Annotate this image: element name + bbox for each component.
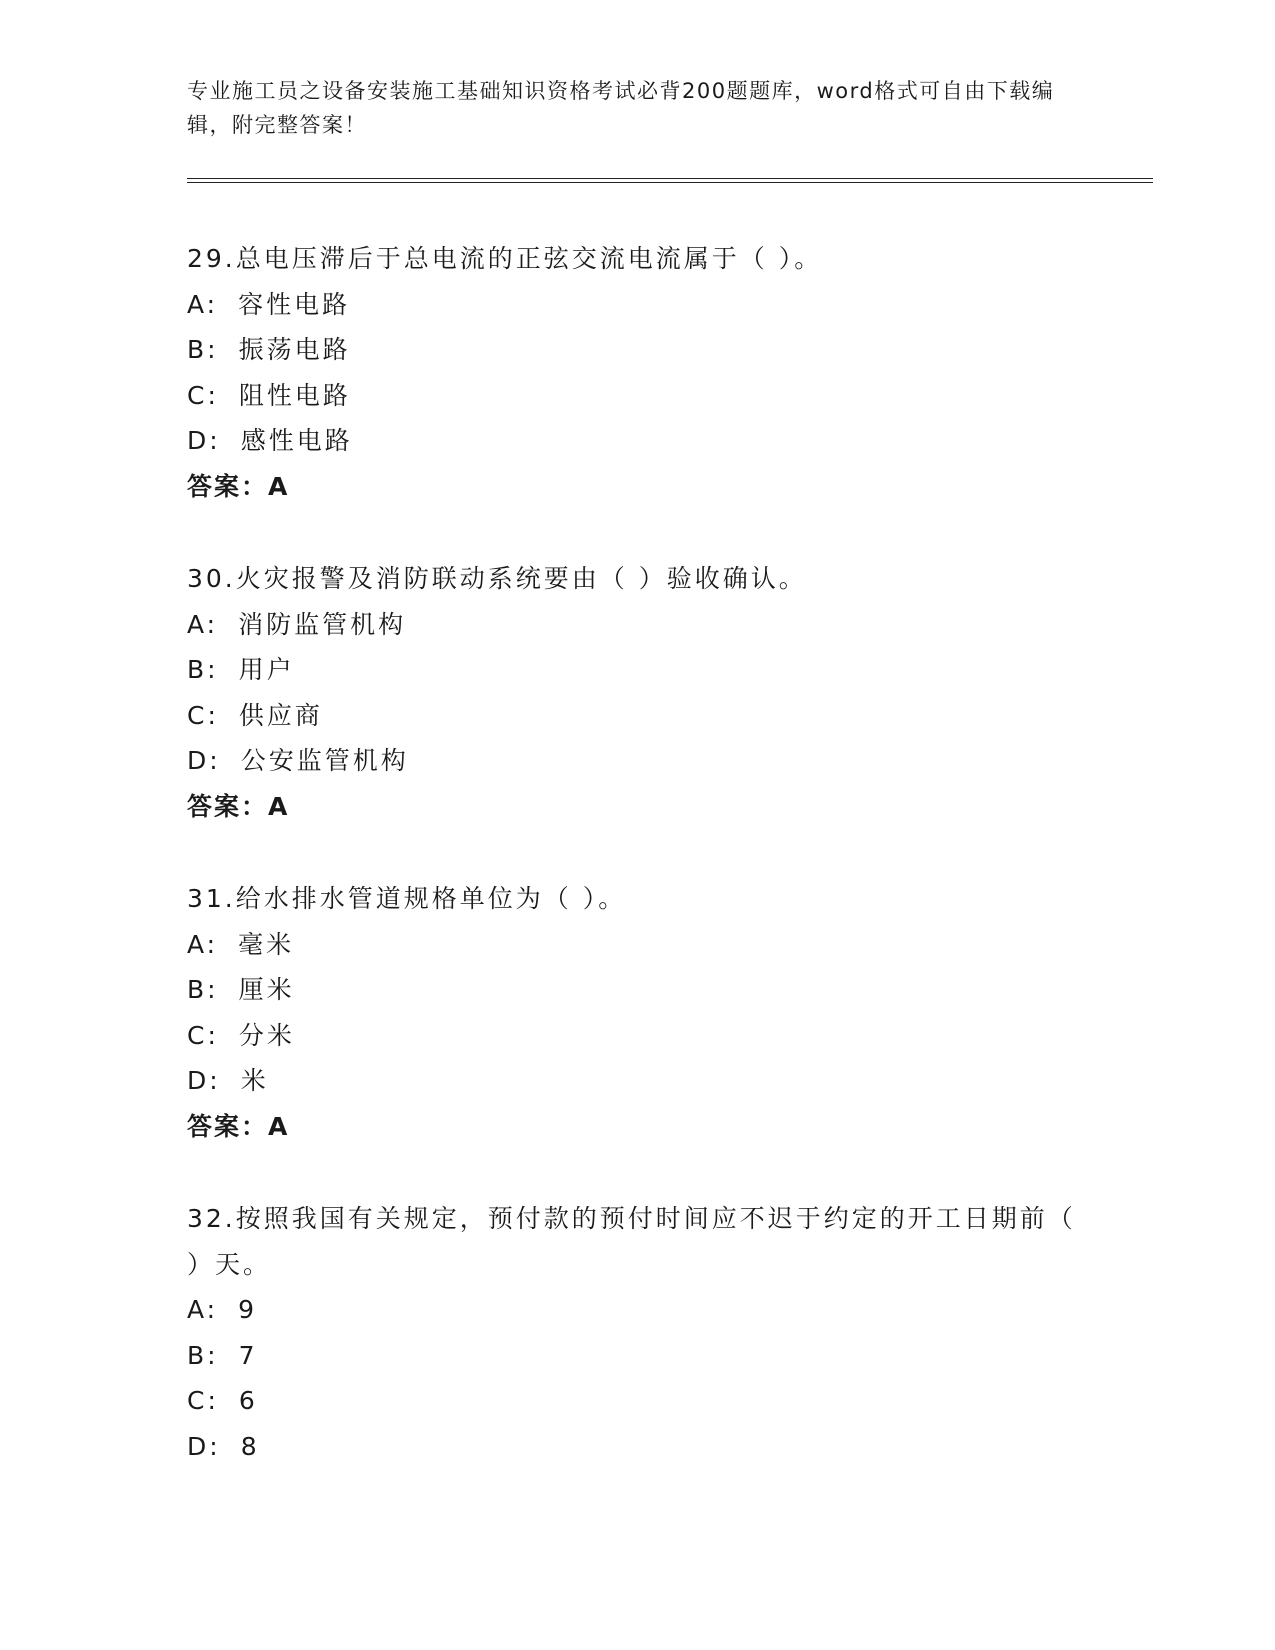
option-a: [187, 922, 1087, 968]
option-key: D:: [187, 1066, 221, 1095]
option-b: [187, 647, 1087, 693]
option-text: 毫米: [238, 929, 295, 959]
option-text: 消防监管机构: [238, 609, 407, 639]
option-d: [187, 1058, 1087, 1104]
option-a: [187, 602, 1087, 648]
option-key: A:: [187, 609, 219, 639]
question-30: [187, 556, 1087, 829]
question-text: 31.给水排水管道规格单位为（ ）。: [187, 884, 627, 913]
answer-line: 答案：A: [187, 471, 290, 501]
option-text: 感性电路: [240, 426, 353, 455]
question-text: 30.火灾报警及消防联动系统要由（ ）验收确认。: [187, 564, 807, 593]
question-list: [187, 236, 1087, 1516]
option-key: B:: [187, 975, 219, 1004]
option-text: 供应商: [238, 700, 323, 730]
option-d: [187, 418, 1087, 464]
option-text: 厘米: [238, 975, 295, 1004]
option-key: B:: [187, 1340, 219, 1370]
option-text: 7: [238, 1340, 258, 1370]
option-text: 9: [238, 1295, 257, 1324]
option-text: 容性电路: [238, 289, 351, 319]
option-text: 阻性电路: [238, 380, 351, 410]
option-key: C:: [187, 1386, 219, 1415]
document-header: [187, 74, 1087, 142]
option-key: D:: [187, 426, 221, 455]
option-key: A:: [187, 929, 219, 959]
option-key: D:: [187, 746, 221, 775]
option-key: D:: [187, 1431, 221, 1461]
question-31: [187, 876, 1087, 1149]
option-b: [187, 327, 1087, 373]
option-d: [187, 738, 1087, 784]
option-c: [187, 373, 1087, 419]
question-29: [187, 236, 1087, 509]
option-text: 6: [238, 1386, 258, 1415]
option-c: [187, 693, 1087, 739]
option-a: [187, 282, 1087, 328]
header-divider-top: [187, 178, 1153, 179]
option-text: 分米: [238, 1020, 295, 1050]
option-c: [187, 1378, 1087, 1424]
option-key: C:: [187, 1020, 219, 1050]
option-b: [187, 1333, 1087, 1379]
question-text: 32.按照我国有关规定，预付款的预付时间应不迟于约定的开工日期前（ ）天。: [187, 1204, 1076, 1279]
option-text: 振荡电路: [238, 335, 351, 364]
header-divider-bottom: [187, 182, 1153, 183]
option-a: [187, 1287, 1087, 1333]
option-key: A:: [187, 1295, 219, 1324]
option-text: 米: [240, 1066, 269, 1095]
question-32: [187, 1196, 1087, 1469]
option-b: [187, 967, 1087, 1013]
answer-line: 答案：A: [187, 791, 290, 821]
option-key: A:: [187, 289, 219, 319]
answer-line: 答案：A: [187, 1111, 290, 1141]
option-d: [187, 1424, 1087, 1470]
document-title: 专业施工员之设备安装施工基础知识资格考试必背200题题库，word格式可自由下载编辑，附完整答案！: [187, 79, 1055, 137]
option-key: B:: [187, 655, 219, 684]
option-text: 8: [240, 1431, 260, 1461]
question-text: 29.总电压滞后于总电流的正弦交流电流属于（ ）。: [187, 244, 823, 273]
option-text: 用户: [238, 655, 295, 684]
option-key: C:: [187, 380, 219, 410]
option-key: B:: [187, 335, 219, 364]
option-text: 公安监管机构: [240, 746, 409, 775]
option-c: [187, 1013, 1087, 1059]
option-key: C:: [187, 700, 219, 730]
